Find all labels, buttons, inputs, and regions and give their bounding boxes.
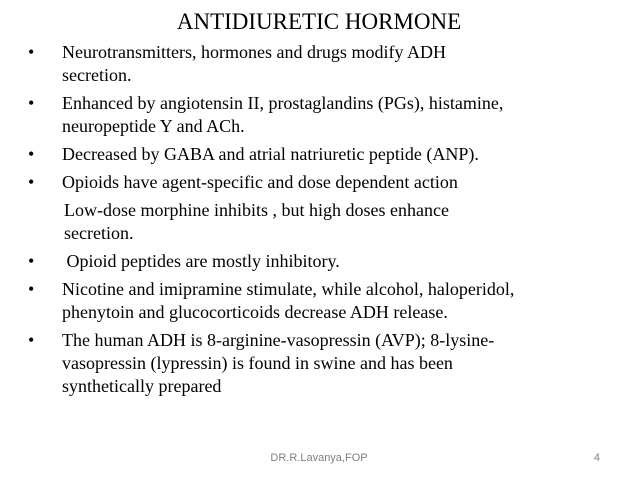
text-line: Low-dose morphine inhibits , but high doses enhance [64,200,449,220]
bullet-icon: • [28,144,35,164]
bullet-icon: • [28,251,35,271]
text-line: phenytoin and glucocorticoids decrease ADH release. [62,302,448,322]
slide-footer: DR.R.Lavanya,FOP [270,452,368,464]
text-line: Nicotine and imipramine stimulate, while alcohol, haloperidol, [62,279,515,299]
text-line: The human ADH is 8-arginine-vasopressin (AVP); 8-lysine- [62,330,495,350]
text-line: Decreased by GABA and atrial natriuretic peptide (ANP). [62,144,479,164]
bullet-item [28,250,618,273]
text-line: synthetically prepared [62,376,222,396]
text-line: Opioids have agent-specific and dose dependent action [62,172,458,192]
bullet-item [28,329,618,398]
text-line: Opioid peptides are mostly inhibitory. [62,251,340,271]
text-line: Neurotransmitters, hormones and drugs modify ADH [62,42,446,62]
text-line: secretion. [62,65,132,85]
bullet-icon: • [28,42,35,62]
bullet-item [28,171,618,194]
bullet-icon: • [28,330,35,350]
text-line: neuropeptide Y and ACh. [62,116,245,136]
bullet-item [28,278,618,324]
bullet-icon: • [28,279,35,299]
bullet-item [28,92,618,138]
bullet-icon: • [28,93,35,113]
text-line: Enhanced by angiotensin II, prostaglandins (PGs), histamine, [62,93,504,113]
text-line: vasopressin (lypressin) is found in swine and has been [62,353,453,373]
page-number: 4 [593,452,600,464]
continuation-paragraph [28,199,618,245]
text-line: secretion. [64,223,134,243]
bullet-item [28,41,618,87]
slide-body [28,41,618,403]
bullet-icon: • [28,172,35,192]
slide-title: ANTIDIURETIC HORMONE [176,9,462,34]
bullet-item [28,143,618,166]
